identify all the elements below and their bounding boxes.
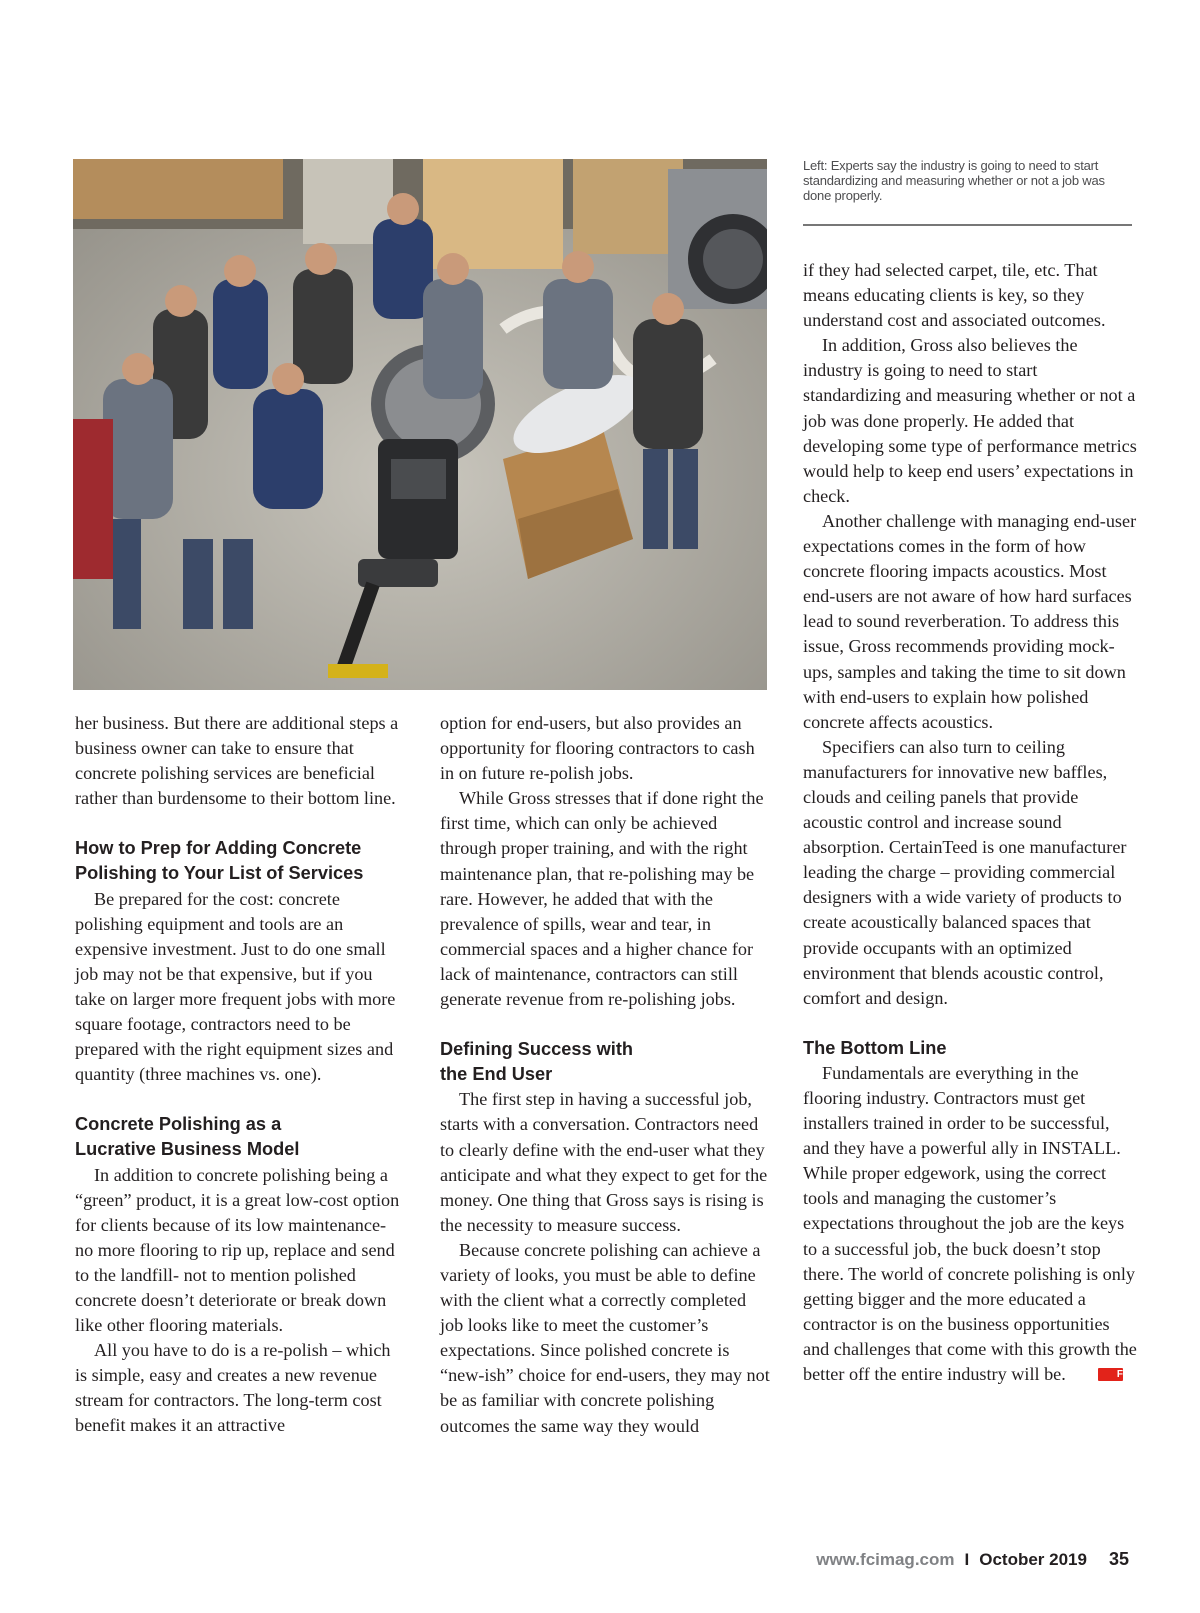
article-column-3: [803, 258, 1138, 1387]
paragraph: [803, 1061, 1138, 1387]
page-number: 35: [1108, 1549, 1129, 1569]
spacer: [75, 1087, 405, 1112]
footer-url-link[interactable]: www.fcimag.com: [816, 1550, 955, 1569]
article-column-2: [440, 711, 770, 1439]
paragraph: While Gross stresses that if done right the first time, which can only be achieved through proper training, and with the right maintenance plan, that re-polishing may be rare. However, he added that with the prevalence of spills, wear and tear, in commercial spaces and a higher chance for lack of maintenance, contractors can still generate revenue from re-polishing jobs.: [440, 788, 764, 1010]
paragraph: option for end-users, but also provides an opportunity for flooring contractors to cash in on future re-polish jobs.: [440, 713, 755, 784]
feature-photo: [73, 159, 767, 690]
paragraph: Specifiers can also turn to ceiling manufacturers for innovative new baffles, clouds and ceiling panels that provide acoustic control and increase sound absorption. CertainTeed is one manufacturer leading the charge – providing commercial designers with a wide variety of products to create acoustically balanced spaces that provide occupants with an optimized environment that blends acoustic control, comfort and design.: [803, 736, 1127, 1008]
heading-line: Concrete Polishing as a: [75, 1114, 282, 1135]
article-column-1: [75, 711, 405, 1439]
section-heading: The Bottom Line: [803, 1037, 947, 1058]
section-heading: [75, 836, 405, 886]
paragraph: Because concrete polishing can achieve a variety of looks, you must be able to define with the client what a correctly completed job looks like to meet the customer’s expectations. Since polished concrete is “new-ish” choice for end-users, they may not be as familiar with concrete polishing outcomes the same way they would: [440, 1239, 770, 1436]
paragraph: All you have to do is a re-polish – which is simple, easy and creates a new revenue stream for contractors. The long-term cost benefit makes it an attractive: [75, 1340, 391, 1436]
issue-date: October 2019: [979, 1550, 1087, 1569]
caption-divider: [803, 224, 1132, 226]
paragraph: if they had selected carpet, tile, etc. That means educating clients is key, so they understand cost and associated outcomes.: [803, 260, 1106, 331]
paragraph: The first step in having a successful job, starts with a conversation. Contractors need to clearly define with the end-user what they anticipate and what they expect to get for the money. One thing that Gross says is rising is the necessity to measure success.: [440, 1089, 768, 1235]
paragraph-text: Fundamentals are everything in the flooring industry. Contractors must get installers trained in order to be successful, and they have a powerful ally in INSTALL. While proper edgework, using the correct tools and managing the customer’s expectations throughout the job are the keys to a successful job, the buck doesn’t stop there. The world of concrete polishing is only getting bigger and the more educated a contractor is on the business opportunities and challenges that come with this growth the better off the entire industry will be.: [803, 1062, 1137, 1385]
paragraph: In addition to concrete polishing being a “green” product, it is a great low-cost option for clients because of its low maintenance- no more flooring to rip up, replace and send to the landfill- not to mention polished concrete doesn’t deteriorate or break down like other flooring materials.: [75, 1164, 400, 1336]
heading-line: Lucrative Business Model: [75, 1139, 300, 1160]
paragraph: Be prepared for the cost: concrete polishing equipment and tools are an expensive investment. Just to do one small job may not be that expensive, but if you take on larger more frequent jobs with more square footage, contractors need to be prepared with the right equipment sizes and quantity (three machines vs. one).: [75, 888, 396, 1085]
heading-line: the End User: [440, 1064, 553, 1085]
paragraph: Another challenge with managing end-user expectations comes in the form of how concrete flooring impacts acoustics. Most end-users are not aware of how hard surfaces lead to sound reverberation. To address this issue, Gross recommends providing mock-ups, samples and taking the time to sit down with end-users to explain how polished concrete affects acoustics.: [803, 510, 1137, 732]
page-footer: [816, 1549, 1129, 1570]
section-heading: [440, 1037, 770, 1087]
spacer: [440, 1012, 770, 1037]
paragraph: her business. But there are additional steps a business owner can take to ensure that concrete polishing services are beneficial rather than burdensome to their bottom line.: [75, 713, 399, 809]
spacer: [75, 811, 405, 836]
photo-caption: Left: Experts say the industry is going to need to start standardizing and measuring whether or not a job was done properly.: [803, 158, 1105, 203]
footer-separator: I: [964, 1550, 970, 1569]
fci-end-logo: FCI: [1098, 1368, 1123, 1381]
paragraph: In addition, Gross also believes the industry is going to need to start standardizing and measuring whether or not a job was done properly. He added that developing some type of performance metrics would help to keep end users’ expectations in check.: [803, 335, 1137, 506]
heading-line: Polishing to Your List of Services: [75, 863, 364, 884]
heading-line: Defining Success with: [440, 1039, 634, 1060]
spacer: [803, 1011, 1138, 1036]
section-heading: [75, 1112, 405, 1162]
feature-photo-illustration: [73, 159, 767, 690]
heading-line: How to Prep for Adding Concrete: [75, 838, 362, 859]
